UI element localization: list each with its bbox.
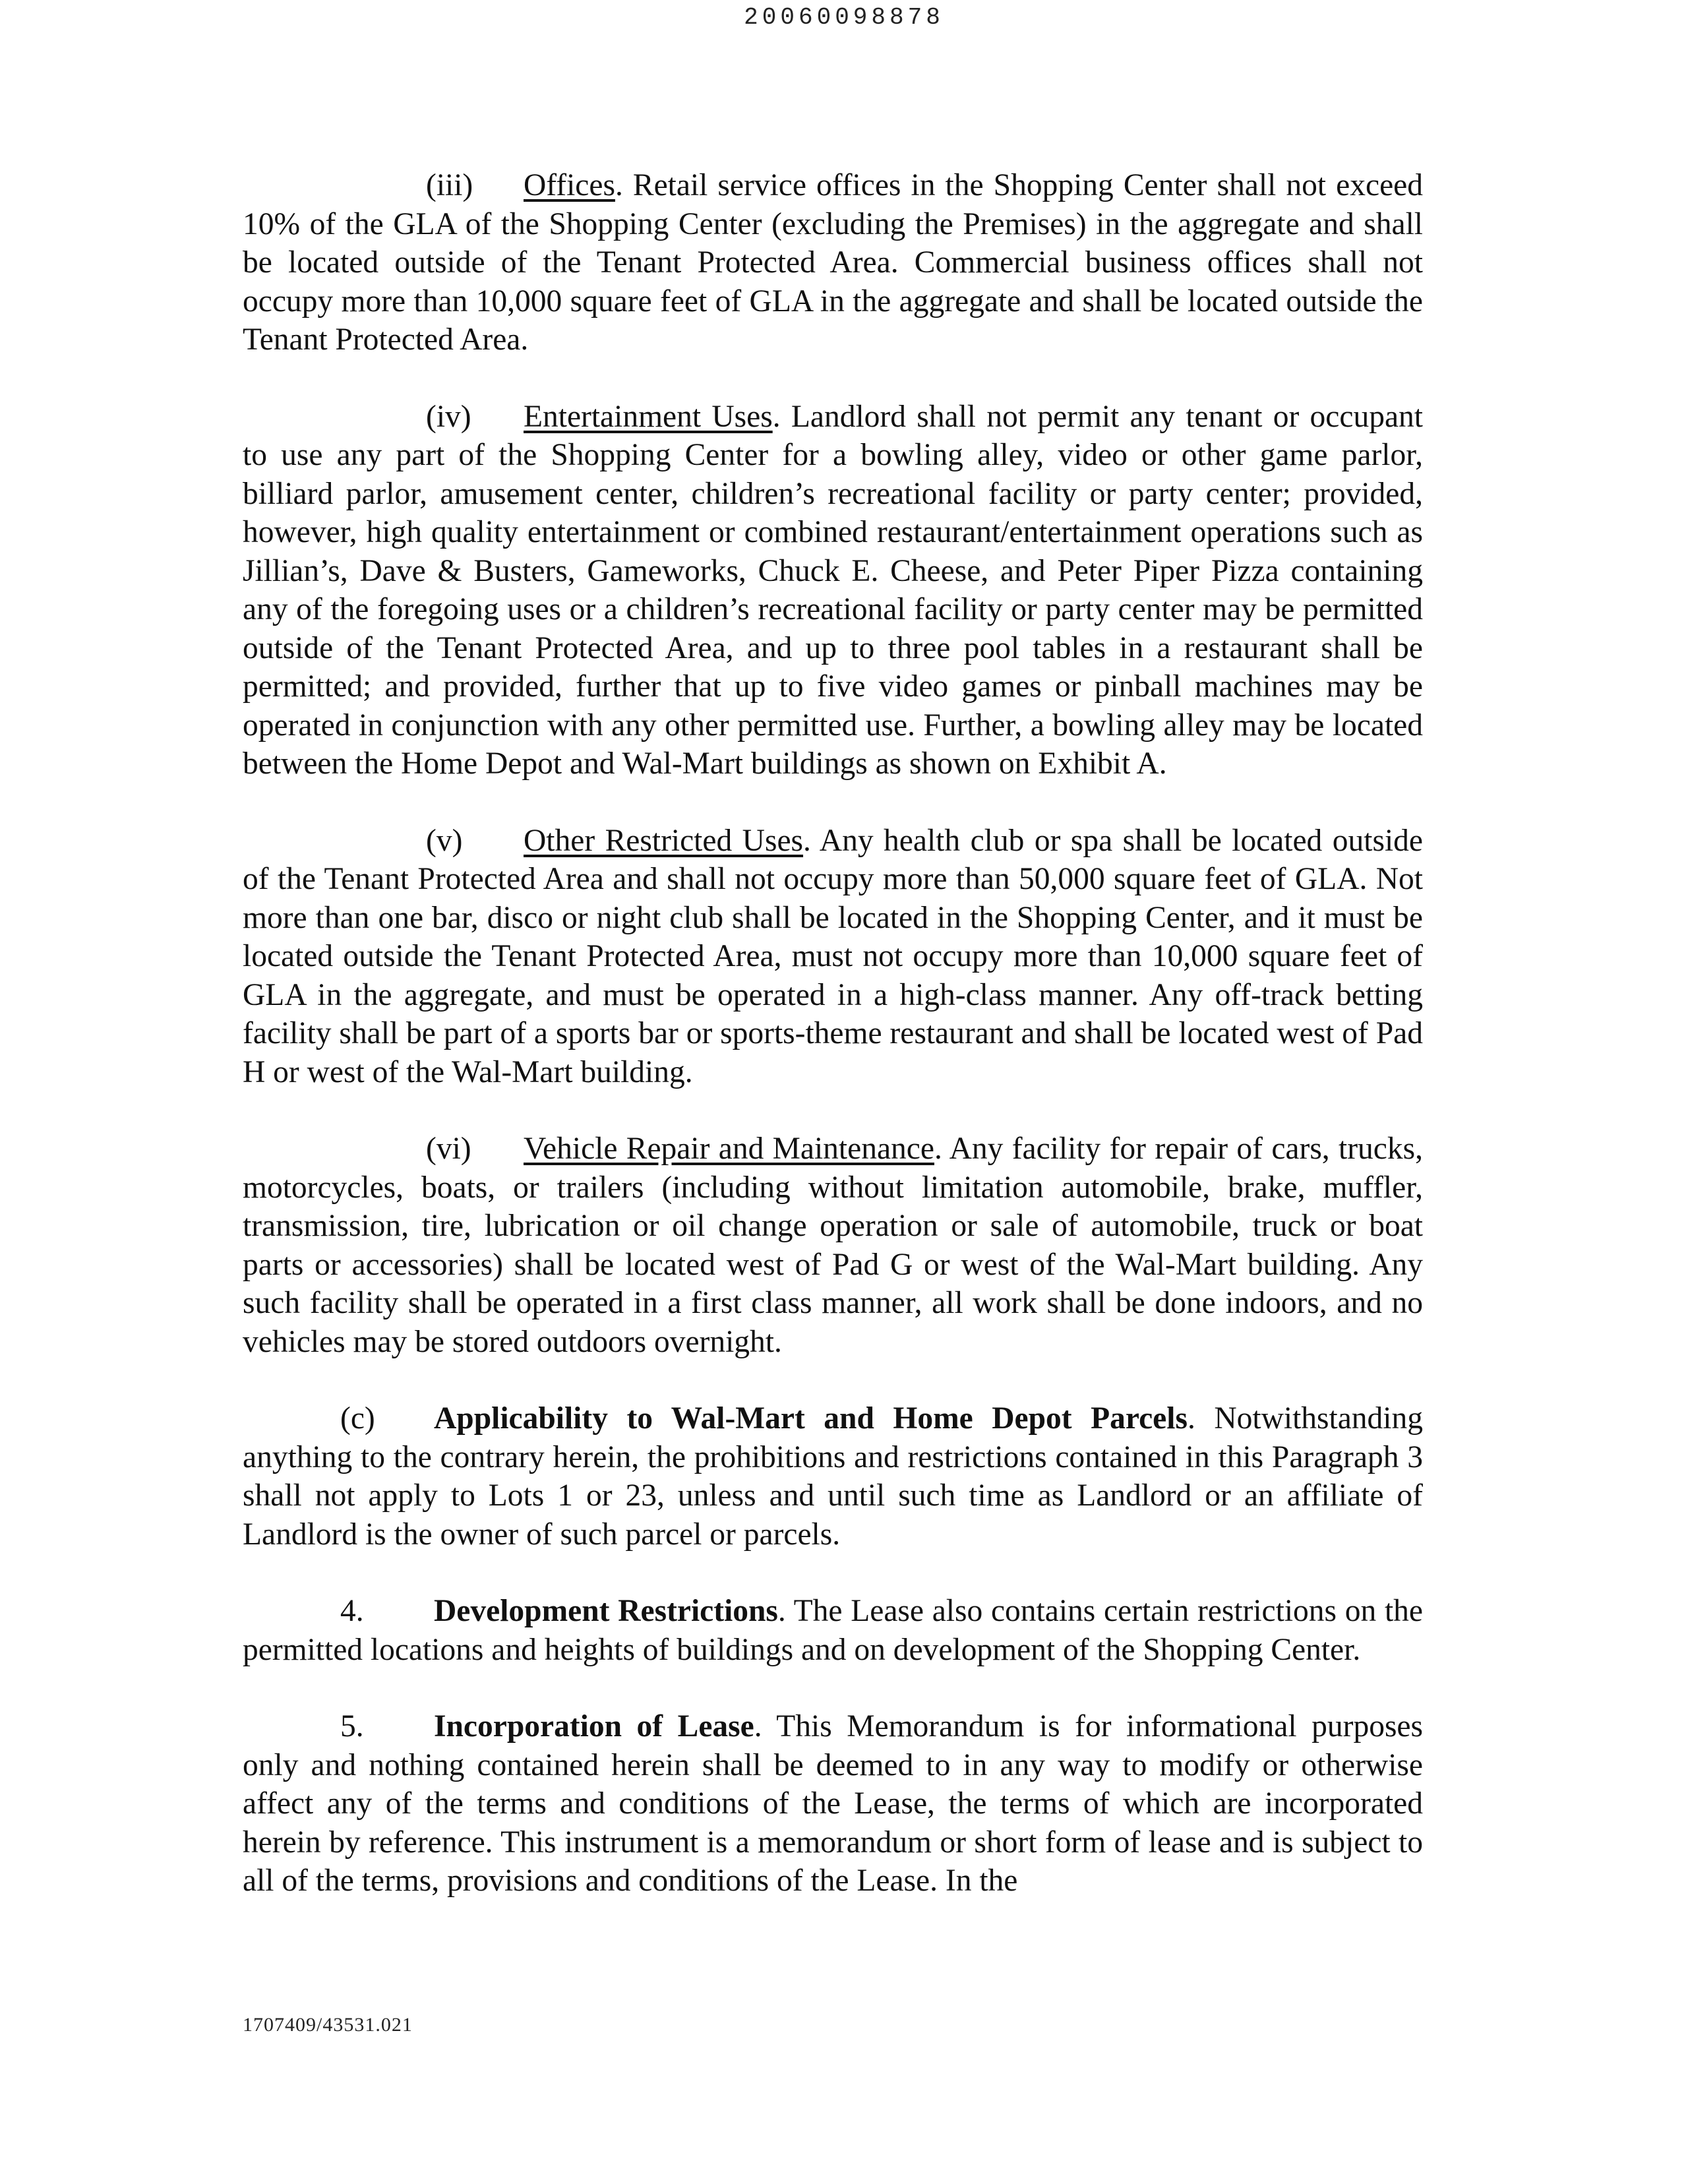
paragraph-number: (c) — [340, 1401, 375, 1436]
paragraph-development-restrictions: 4. Development Restrictions. The Lease also contains certain restrictions on the permitted locations and heights of buildings and on development of the Shopping Center. — [243, 1592, 1423, 1669]
paragraph-number: 4. — [340, 1594, 364, 1628]
paragraph-number: (vi) — [426, 1132, 471, 1166]
paragraph-text: Retail service offices in the Shopping Center shall not exceed 10% of the GLA of the Shopping Center (excluding the Premises) in the aggregate and shall be located outside of the Tenant Protected Area. Commercial business offices shall not occupy more than 10,000 square feet of GLA in the aggregate and shall be located outside the Tenant Protected Area. — [243, 168, 1423, 357]
document-body — [243, 166, 1423, 1939]
paragraph-vehicle-repair: (vi) Vehicle Repair and Maintenance. Any facility for repair of cars, trucks, motorcycles, boats, or trailers (including without limitation automobile, brake, muffler, transmission, tire, lubrication or oil change operation or sale of automobile, truck or boat parts or accessories) shall be located west of Pad G or west of the Wal-Mart building. Any such facility shall be operated in a first class manner, all work shall be done indoors, and no vehicles may be stored outdoors overnight. — [243, 1130, 1423, 1361]
paragraph-text: This Memorandum is for informational purposes only and nothing contained herein shall be deemed to in any way to modify or otherwise affect any of the terms and conditions of the Lease, the terms of which are incorporated herein by reference. This instrument is a memorandum or short form of lease and is subject to all of the terms, provisions and conditions of the Lease. In the — [243, 1709, 1423, 1898]
paragraph-heading: Vehicle Repair and Maintenance — [524, 1132, 934, 1166]
paragraph-number: (v) — [426, 823, 463, 858]
paragraph-number: (iv) — [426, 399, 471, 434]
paragraph-text: Any facility for repair of cars, trucks, motorcycles, boats, or trailers (including without limitation automobile, brake, muffler, transmission, tire, lubrication or oil change operation or sale of automobile, truck or boat parts or accessories) shall be located west of Pad G or west of the Wal-Mart building. Any such facility shall be operated in a first class manner, all work shall be done indoors, and no vehicles may be stored outdoors overnight. — [243, 1132, 1423, 1359]
paragraph-text: The Lease also contains certain restrictions on the permitted locations and heights of buildings and on development of the Shopping Center. — [243, 1594, 1423, 1667]
paragraph-heading: Entertainment Uses — [524, 399, 773, 434]
paragraph-heading: Applicability to Wal-Mart and Home Depot Parcels — [434, 1401, 1188, 1436]
paragraph-other-restricted-uses: (v) Other Restricted Uses. Any health club or spa shall be located outside of the Tenant Protected Area and shall not occupy more than 50,000 square feet of GLA. Not more than one bar, disco or night club shall be located in the Shopping Center, and it must be located outside the Tenant Protected Area, must not occupy more than 10,000 square feet of GLA in the aggregate, and must be operated in a high-class manner. Any off-track betting facility shall be part of a sports bar or sports-theme restaurant and shall be located west of Pad H or west of the Wal-Mart building. — [243, 822, 1423, 1092]
paragraph-number: 5. — [340, 1709, 364, 1744]
paragraph-heading: Development Restrictions — [434, 1594, 778, 1628]
footer-file-code: 1707409/43531.021 — [243, 2014, 413, 2036]
paragraph-text: Landlord shall not permit any tenant or occupant to use any part of the Shopping Center for a bowling alley, video or other game parlor, billiard parlor, amusement center, children’s recreational facility or party center; provided, however, high quality entertainment or combined restaurant/entertainment operations such as Jillian’s, Dave & Busters, Gameworks, Chuck E. Cheese, and Peter Piper Pizza containing any of the foregoing uses or a children’s recreational facility or party center may be permitted outside of the Tenant Protected Area, and up to three pool tables in a restaurant shall be permitted; and provided, further that up to five video games or pinball machines may be operated in conjunction with any other permitted use. Further, a bowling alley may be located between the Home Depot and Wal-Mart buildings as shown on Exhibit A. — [243, 399, 1423, 781]
paragraph-text: Notwithstanding anything to the contrary herein, the prohibitions and restrictions contained in this Paragraph 3 shall not apply to Lots 1 or 23, unless and until such time as Landlord or an affiliate of Landlord is the owner of such parcel or parcels. — [243, 1401, 1423, 1552]
paragraph-offices: (iii) Offices. Retail service offices in the Shopping Center shall not exceed 10% of the GLA of the Shopping Center (excluding the Premises) in the aggregate and shall be located outside of the Tenant Protected Area. Commercial business offices shall not occupy more than 10,000 square feet of GLA in the aggregate and shall be located outside the Tenant Protected Area. — [243, 166, 1423, 359]
paragraph-entertainment-uses: (iv) Entertainment Uses. Landlord shall not permit any tenant or occupant to use any part of the Shopping Center for a bowling alley, video or other game parlor, billiard parlor, amusement center, children’s recreational facility or party center; provided, however, high quality entertainment or combined restaurant/entertainment operations such as Jillian’s, Dave & Busters, Gameworks, Chuck E. Cheese, and Peter Piper Pizza containing any of the foregoing uses or a children’s recreational facility or party center may be permitted outside of the Tenant Protected Area, and up to three pool tables in a restaurant shall be permitted; and provided, further that up to five video games or pinball machines may be operated in conjunction with any other permitted use. Further, a bowling alley may be located between the Home Depot and Wal-Mart buildings as shown on Exhibit A. — [243, 398, 1423, 783]
paragraph-applicability: (c) Applicability to Wal-Mart and Home Depot Parcels. Notwithstanding anything to the contrary herein, the prohibitions and restrictions contained in this Paragraph 3 shall not apply to Lots 1 or 23, unless and until such time as Landlord or an affiliate of Landlord is the owner of such parcel or parcels. — [243, 1399, 1423, 1554]
paragraph-text: Any health club or spa shall be located outside of the Tenant Protected Area and shall not occupy more than 50,000 square feet of GLA. Not more than one bar, disco or night club shall be located in the Shopping Center, and it must be located outside the Tenant Protected Area, must not occupy more than 10,000 square feet of GLA in the aggregate, and must be operated in a high-class manner. Any off-track betting facility shall be part of a sports bar or sports-theme restaurant and shall be located west of Pad H or west of the Wal-Mart building. — [243, 823, 1423, 1089]
paragraph-heading: Incorporation of Lease — [434, 1709, 754, 1744]
recording-number: 20060098878 — [744, 4, 944, 31]
paragraph-heading: Offices — [524, 168, 615, 202]
paragraph-heading: Other Restricted Uses — [524, 823, 804, 858]
paragraph-number: (iii) — [426, 168, 473, 202]
paragraph-incorporation-of-lease: 5. Incorporation of Lease. This Memorandum is for informational purposes only and nothing contained herein shall be deemed to in any way to modify or otherwise affect any of the terms and conditions of the Lease, the terms of which are incorporated herein by reference. This instrument is a memorandum or short form of lease and is subject to all of the terms, provisions and conditions of the Lease. In the — [243, 1707, 1423, 1900]
